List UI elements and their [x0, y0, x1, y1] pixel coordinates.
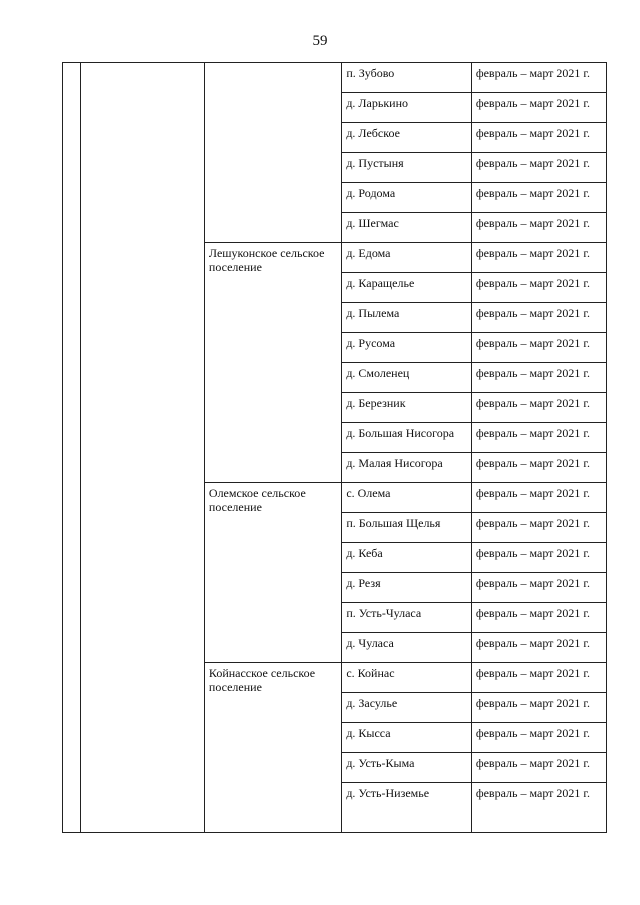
- place-cell: д. Резя: [342, 573, 472, 603]
- period-cell: февраль – март 2021 г.: [471, 423, 606, 453]
- period-cell: февраль – март 2021 г.: [471, 303, 606, 333]
- table-row: [63, 63, 607, 93]
- place-cell: д. Едома: [342, 243, 472, 273]
- period-cell: февраль – март 2021 г.: [471, 663, 606, 693]
- period-cell: февраль – март 2021 г.: [471, 483, 606, 513]
- period-cell: февраль – март 2021 г.: [471, 753, 606, 783]
- place-cell: д. Смоленец: [342, 363, 472, 393]
- place-cell: д. Пылема: [342, 303, 472, 333]
- period-cell: февраль – март 2021 г.: [471, 93, 606, 123]
- place-cell: д. Шегмас: [342, 213, 472, 243]
- place-cell: п. Усть-Чуласа: [342, 603, 472, 633]
- period-cell: февраль – март 2021 г.: [471, 453, 606, 483]
- place-cell: д. Усть-Низемье: [342, 783, 472, 833]
- period-cell: февраль – март 2021 г.: [471, 723, 606, 753]
- place-cell: д. Засулье: [342, 693, 472, 723]
- district-column-cell: [81, 63, 205, 833]
- period-cell: февраль – март 2021 г.: [471, 183, 606, 213]
- period-cell: февраль – март 2021 г.: [471, 213, 606, 243]
- period-cell: февраль – март 2021 г.: [471, 123, 606, 153]
- place-cell: с. Олема: [342, 483, 472, 513]
- place-cell: д. Большая Нисогора: [342, 423, 472, 453]
- place-cell: д. Пустыня: [342, 153, 472, 183]
- period-cell: февраль – март 2021 г.: [471, 273, 606, 303]
- period-cell: февраль – март 2021 г.: [471, 693, 606, 723]
- period-cell: февраль – март 2021 г.: [471, 603, 606, 633]
- place-cell: п. Зубово: [342, 63, 472, 93]
- number-column-cell: [63, 63, 81, 833]
- settlement-cell: Лешуконское сельское поселение: [204, 243, 341, 483]
- place-cell: д. Усть-Кыма: [342, 753, 472, 783]
- period-cell: февраль – март 2021 г.: [471, 783, 606, 833]
- place-cell: д. Родома: [342, 183, 472, 213]
- period-cell: февраль – март 2021 г.: [471, 543, 606, 573]
- period-cell: февраль – март 2021 г.: [471, 243, 606, 273]
- place-cell: п. Большая Щелья: [342, 513, 472, 543]
- place-cell: д. Каращелье: [342, 273, 472, 303]
- period-cell: февраль – март 2021 г.: [471, 513, 606, 543]
- place-cell: д. Малая Нисогора: [342, 453, 472, 483]
- place-cell: д. Чуласа: [342, 633, 472, 663]
- period-cell: февраль – март 2021 г.: [471, 633, 606, 663]
- place-cell: д. Русома: [342, 333, 472, 363]
- settlement-cell: Койнасское сельское поселение: [204, 663, 341, 833]
- page-number: 59: [312, 33, 328, 49]
- place-cell: с. Койнас: [342, 663, 472, 693]
- place-cell: д. Кысса: [342, 723, 472, 753]
- period-cell: февраль – март 2021 г.: [471, 153, 606, 183]
- period-cell: февраль – март 2021 г.: [471, 573, 606, 603]
- place-cell: д. Кеба: [342, 543, 472, 573]
- place-cell: д. Березник: [342, 393, 472, 423]
- place-cell: д. Лебское: [342, 123, 472, 153]
- period-cell: февраль – март 2021 г.: [471, 63, 606, 93]
- settlements-table: [62, 62, 607, 833]
- period-cell: февраль – март 2021 г.: [471, 333, 606, 363]
- period-cell: февраль – март 2021 г.: [471, 393, 606, 423]
- settlement-cell: Олемское сельское поселение: [204, 483, 341, 663]
- settlement-cell: [204, 63, 341, 243]
- period-cell: февраль – март 2021 г.: [471, 363, 606, 393]
- place-cell: д. Ларькино: [342, 93, 472, 123]
